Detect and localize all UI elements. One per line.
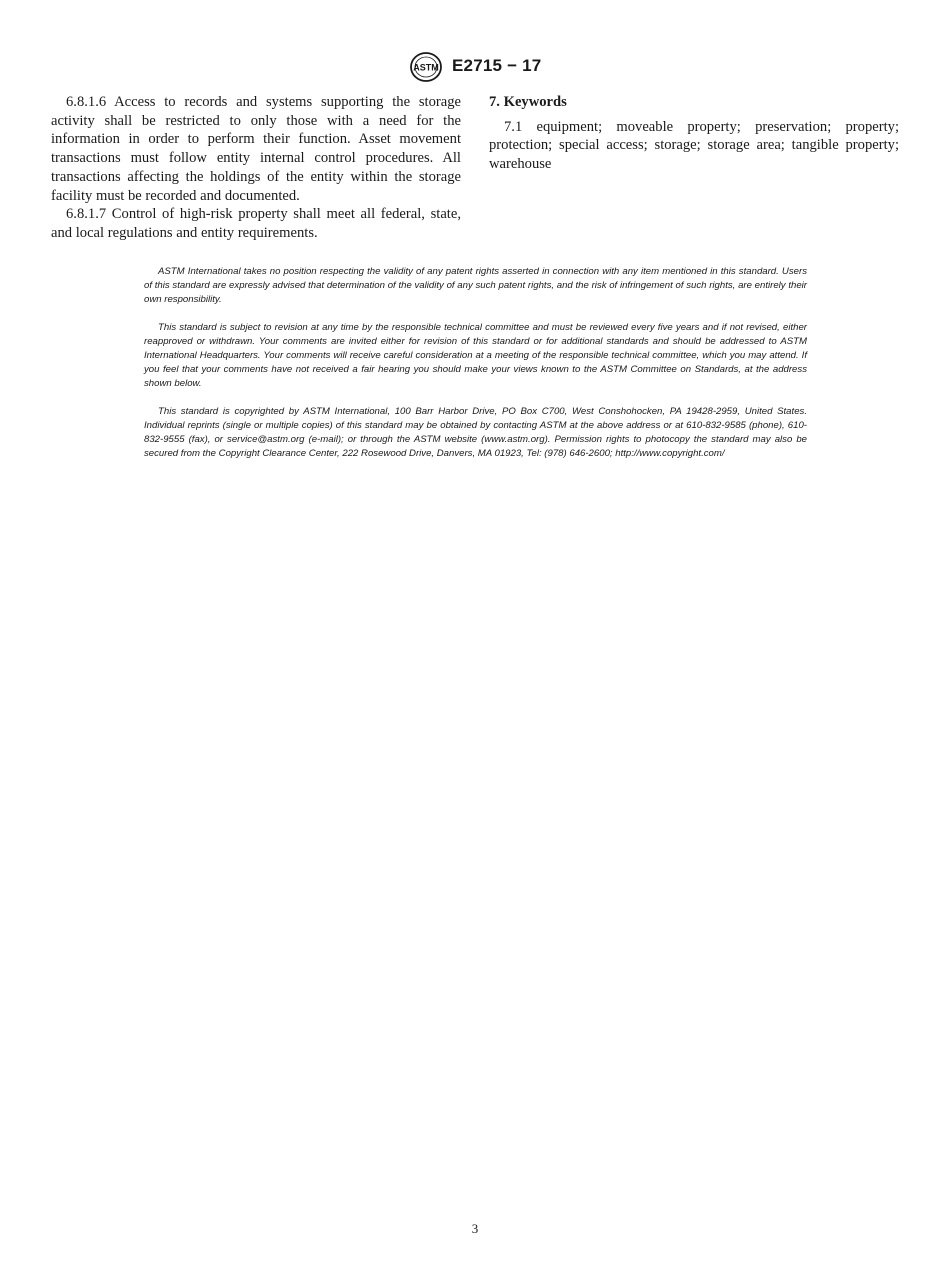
legal-notices (144, 265, 807, 475)
section-heading-keywords: 7. Keywords (489, 94, 567, 110)
copyright-notice: This standard is copyrighted by ASTM International, 100 Barr Harbor Drive, PO Box C700, West Conshohocken, PA 19428-2959, United States. Individual reprints (single or multiple copies) of this standard may be obtained by contacting ASTM at the above address or at 610-832-9585 (phone), 610-832-9555 (fax), or service@astm.org (e-mail); or through the ASTM website (www.astm.org). Permission rights to photocopy the standard may also be secured from the Copyright Clearance Center, 222 Rosewood Drive, Danvers, MA 01923, Tel: (978) 646-2600; http://www.copyright.com/ (144, 406, 807, 459)
page-number: 3 (471, 1221, 479, 1236)
paragraph-6-8-1-6: 6.8.1.6 Access to records and systems supporting the storage activity shall be restricted to only those with a need for the information in order to perform their function. Asset movement transactions must follow entity internal control procedures. All transactions affecting the holdings of the entity within the storage facility must be recorded and documented. (51, 94, 461, 204)
page-header (0, 50, 950, 84)
standard-designation: E2715 − 17 (452, 56, 542, 75)
logo-text: ASTM (413, 62, 439, 73)
right-column (489, 93, 899, 174)
patent-notice: ASTM International takes no position respecting the validity of any patent rights asserted in connection with any item mentioned in this standard. Users of this standard are expressly advised that determination of the validity of any such patent rights, and the risk of infringement of such rights, are entirely their own responsibility. (144, 266, 807, 305)
left-column (51, 93, 461, 243)
paragraph-6-8-1-7: 6.8.1.7 Control of high-risk property shall meet all federal, state, and local regulations and entity requirements. (51, 206, 461, 241)
revision-notice: This standard is subject to revision at any time by the responsible technical committee and must be reviewed every five years and if not revised, either reapproved or withdrawn. Your comments are invited either for revision of this standard or for additional standards and should be addressed to ASTM International Headquarters. Your comments will receive careful consideration at a meeting of the responsible technical committee, which you may attend. If you feel that your comments have not received a fair hearing you should make your views known to the ASTM Committee on Standards, at the address shown below. (144, 322, 807, 389)
astm-logo-icon (408, 50, 444, 84)
paragraph-7-1: 7.1 equipment; moveable property; preservation; property; protection; special access; storage; storage area; tangible property; warehouse (489, 118, 899, 173)
